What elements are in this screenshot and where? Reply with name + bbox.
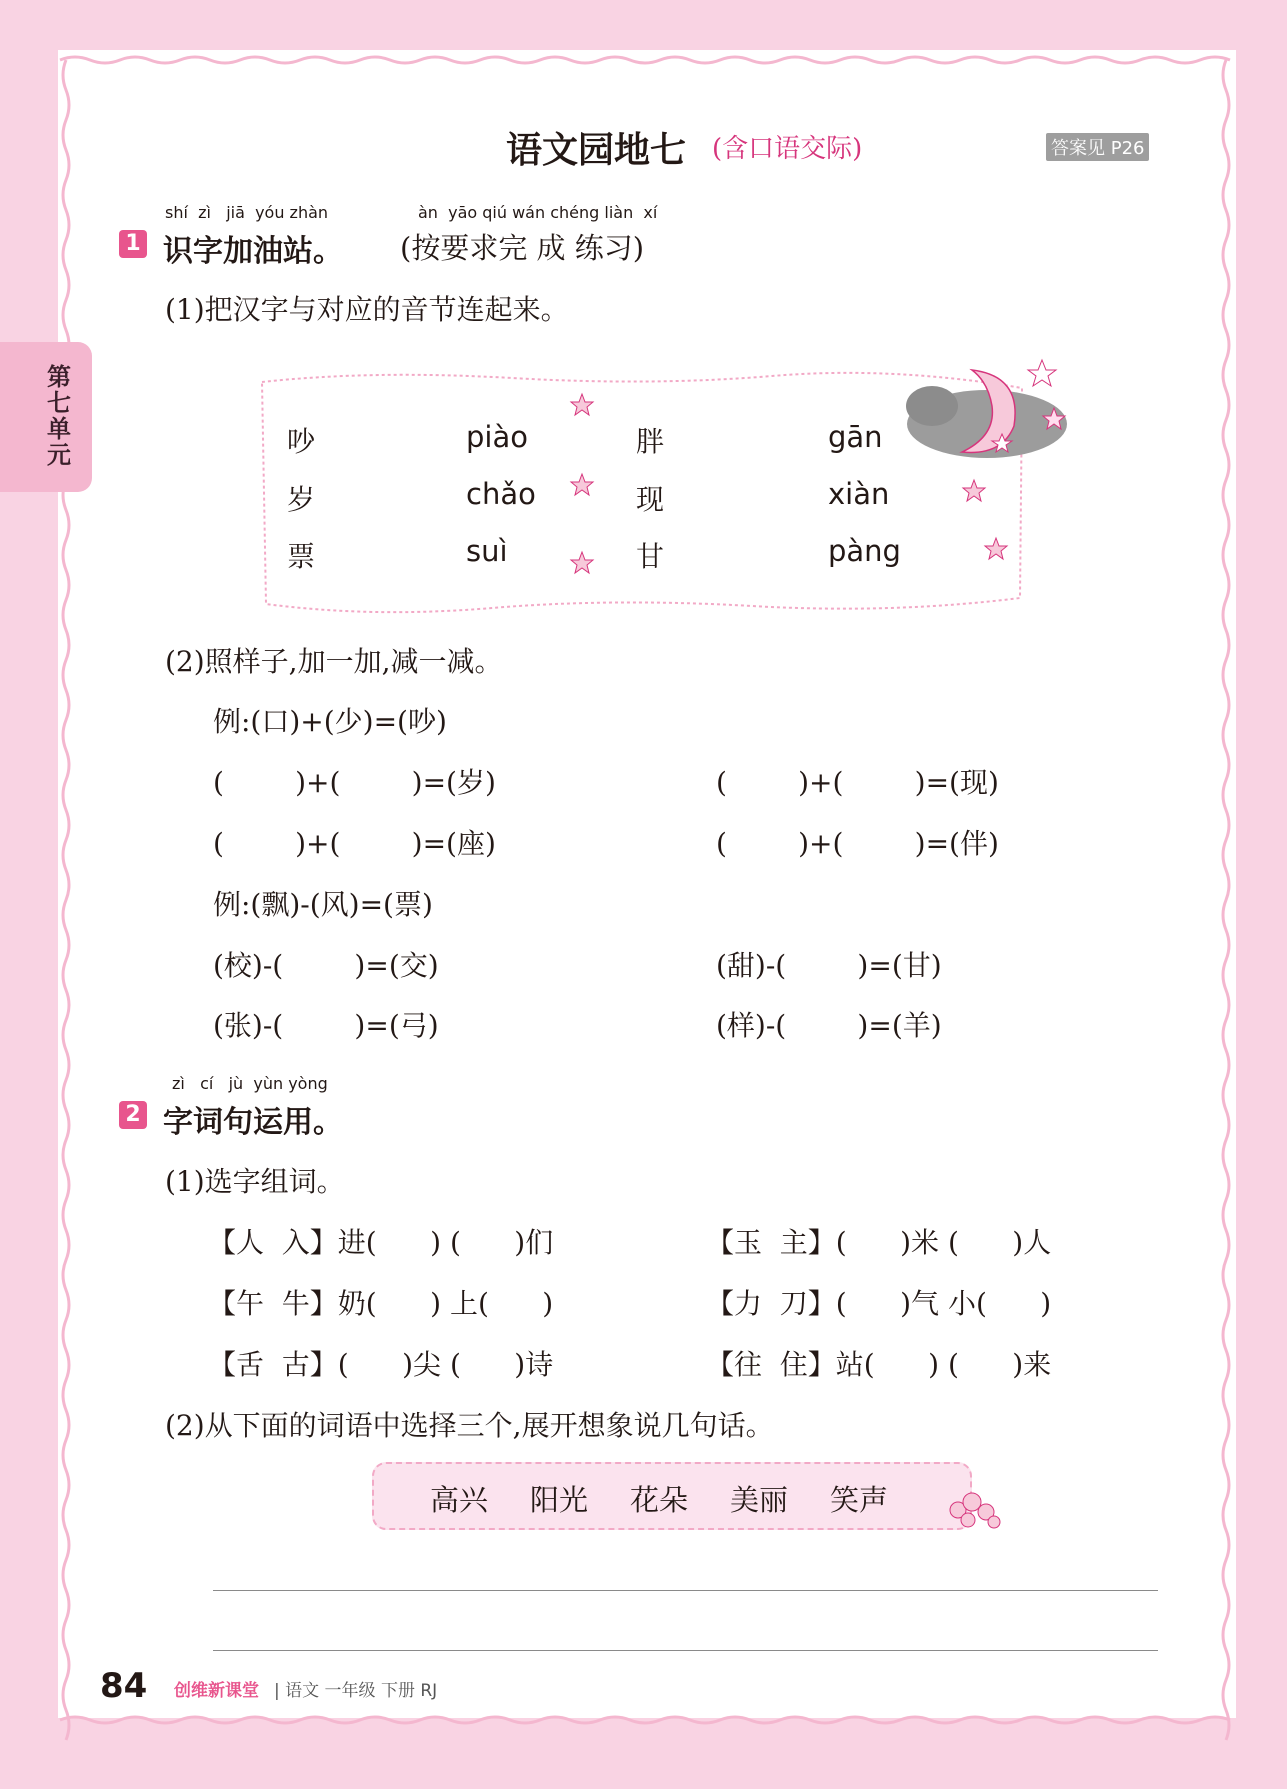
page-subtitle: (含口语交际)	[712, 134, 863, 164]
choose-char-exercise[interactable]: 【往 住】站( ) ( )来	[706, 1348, 1052, 1381]
section2-title: 字词句运用。	[163, 1105, 343, 1140]
match-char: 吵	[287, 425, 316, 458]
match-char: 岁	[287, 483, 316, 516]
subtract-exercise[interactable]: (甜)-( )=(甘)	[716, 949, 942, 982]
match-char: 胖	[636, 425, 665, 458]
moon-cloud-decoration	[892, 356, 1070, 468]
match-pinyin: pàng	[828, 534, 901, 568]
write-sentences-instruction: (2)从下面的词语中选择三个,展开想象说几句话。	[165, 1409, 774, 1442]
subtract-exercise[interactable]: (校)-( )=(交)	[213, 949, 439, 982]
word-bank-item: 阳光	[530, 1483, 589, 1517]
match-pinyin: xiàn	[828, 477, 890, 511]
word-bank-item: 笑声	[830, 1483, 889, 1517]
match-char: 票	[287, 540, 316, 573]
brand-name: 创维新课堂	[174, 1681, 259, 1701]
add-exercise[interactable]: ( )+( )=(座)	[213, 827, 496, 860]
subtract-example: 例:(飘)-(风)=(票)	[213, 888, 433, 921]
unit-side-tab	[0, 342, 92, 492]
match-pinyin: piào	[466, 420, 528, 454]
unit-label: 第七单元	[47, 363, 71, 469]
section1-number-badge: 1	[119, 230, 147, 258]
add-example: 例:(口)+(少)=(吵)	[213, 705, 447, 738]
section1-subtitle-pinyin: àn yāo qiú wán chéng liàn xí	[418, 203, 658, 222]
add-exercise[interactable]: ( )+( )=(现)	[716, 766, 999, 799]
section1-title-pinyin: shí zì jiā yóu zhàn	[165, 203, 329, 222]
choose-char-exercise[interactable]: 【玉 主】( )米 ( )人	[706, 1226, 1052, 1259]
section2-title-pinyin: zì cí jù yùn yòng	[172, 1074, 328, 1093]
subtract-exercise[interactable]: (样)-( )=(羊)	[716, 1009, 942, 1042]
word-bank-item: 花朵	[630, 1483, 689, 1517]
word-bank-item: 高兴	[430, 1483, 489, 1517]
section1-subtitle: (按要求完 成 练习)	[400, 231, 645, 265]
writing-line[interactable]	[213, 1650, 1158, 1651]
match-pinyin: gān	[828, 420, 883, 454]
stars-right-decoration	[952, 470, 1012, 590]
page-number: 84	[100, 1666, 148, 1706]
choose-char-exercise[interactable]: 【舌 古】( )尖 ( )诗	[208, 1348, 554, 1381]
section2-number-badge: 2	[119, 1101, 147, 1129]
part1-instruction: (1)把汉字与对应的音节连起来。	[165, 293, 569, 326]
match-char: 现	[636, 483, 665, 516]
choose-char-instruction: (1)选字组词。	[165, 1165, 345, 1198]
add-exercise[interactable]: ( )+( )=(岁)	[213, 766, 496, 799]
choose-char-exercise[interactable]: 【人 入】进( ) ( )们	[208, 1226, 554, 1259]
section1-title: 识字加油站。	[163, 234, 343, 269]
word-bank-item: 美丽	[730, 1483, 789, 1517]
subtract-exercise[interactable]: (张)-( )=(弓)	[213, 1009, 439, 1042]
page-title: 语文园地七	[506, 130, 687, 171]
writing-line[interactable]	[213, 1590, 1158, 1591]
choose-char-exercise[interactable]: 【午 牛】奶( ) 上( )	[208, 1287, 554, 1320]
answer-reference-badge: 答案见 P26	[1046, 133, 1149, 161]
choose-char-exercise[interactable]: 【力 刀】( )气 小( )	[706, 1287, 1052, 1320]
match-pinyin: suì	[466, 534, 508, 568]
book-info: | 语文 一年级 下册 RJ	[274, 1681, 438, 1701]
match-char: 甘	[636, 540, 665, 573]
stars-divider-decoration	[562, 390, 602, 590]
part2-instruction: (2)照样子,加一加,减一减。	[165, 645, 503, 678]
word-bank-box	[372, 1462, 972, 1530]
flower-decoration	[944, 1480, 1004, 1530]
match-pinyin: chǎo	[466, 477, 536, 511]
add-exercise[interactable]: ( )+( )=(伴)	[716, 827, 999, 860]
